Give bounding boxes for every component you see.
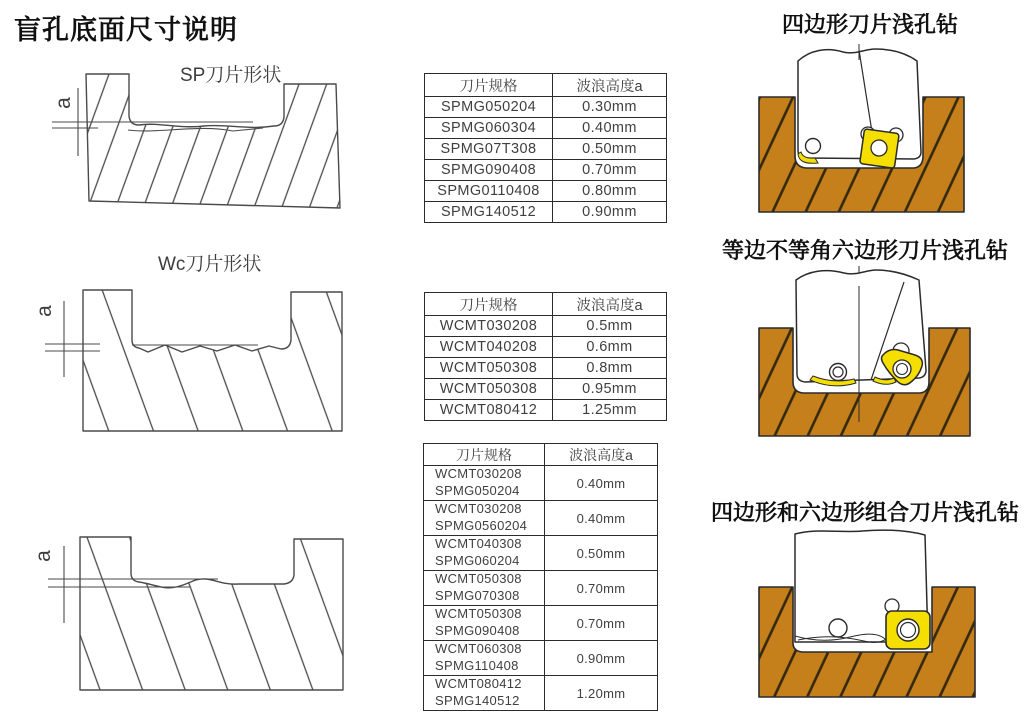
insert-spec-cell: WCMT080412 SPMG140512 xyxy=(424,676,545,711)
insert-center-hole-inner xyxy=(897,364,908,375)
column-header: 刀片规格 xyxy=(424,444,545,466)
wave-height-cell: 0.40mm xyxy=(545,466,658,501)
insert-spec-cell: WCMT040308 SPMG060204 xyxy=(424,536,545,571)
column-header: 波浪高度a xyxy=(553,293,667,316)
wave-height-cell: 0.70mm xyxy=(545,571,658,606)
insert-spec-cell: SPMG060304 xyxy=(425,118,553,139)
trigon-insert-drill-illustration xyxy=(738,266,1023,458)
wave-height-cell: 0.8mm xyxy=(553,358,667,379)
workpiece-section xyxy=(83,290,342,431)
wave-height-cell: 1.25mm xyxy=(553,400,667,421)
insert-spec-cell: SPMG0110408 xyxy=(425,181,553,202)
table-row xyxy=(425,337,667,358)
sp-wave-height-table xyxy=(424,73,667,223)
dimension-a-label: a xyxy=(32,550,55,562)
insert-spec-cell: SPMG07T308 xyxy=(425,139,553,160)
table-row xyxy=(425,358,667,379)
table-row xyxy=(424,641,658,676)
insert-spec-cell: WCMT060308 SPMG110408 xyxy=(424,641,545,676)
wave-height-cell: 0.30mm xyxy=(553,97,667,118)
combined-profile-drawing xyxy=(18,523,393,713)
illustration-title-trigon: 等边不等角六边形刀片浅孔钻 xyxy=(721,238,1008,263)
square-insert-drill-illustration xyxy=(735,44,1005,234)
insert-spec-cell: WCMT030208 SPMG0560204 xyxy=(424,501,545,536)
column-header: 波浪高度a xyxy=(553,74,667,97)
illustration-title-combo: 四边形和六边形组合刀片浅孔钻 xyxy=(710,500,1019,525)
body-screw-hole xyxy=(806,139,821,154)
sp-wave-height-table-wrap xyxy=(424,73,667,223)
insert-center-hole-inner xyxy=(901,623,916,638)
page-title: 盲孔底面尺寸说明 xyxy=(14,15,238,45)
table-header-row xyxy=(424,444,658,466)
table-row xyxy=(425,379,667,400)
table-row xyxy=(424,466,658,501)
diagram-label-sp: SP刀片形状 xyxy=(180,65,282,86)
insert-spec-cell: WCMT050308 xyxy=(425,379,553,400)
diagram-label-wc: Wc刀片形状 xyxy=(158,254,262,275)
table-row xyxy=(425,160,667,181)
table-row xyxy=(425,181,667,202)
insert-spec-cell: WCMT050308 SPMG090408 xyxy=(424,606,545,641)
wave-height-cell: 0.90mm xyxy=(553,202,667,223)
body-screw-hole-inner xyxy=(833,367,843,377)
dimension-a-label: a xyxy=(33,305,56,317)
insert-spec-cell: WCMT030208 xyxy=(425,316,553,337)
insert-spec-cell: WCMT050308 SPMG070308 xyxy=(424,571,545,606)
table-row xyxy=(425,202,667,223)
wave-height-cell: 0.95mm xyxy=(553,379,667,400)
diagram-combined-profile xyxy=(18,523,393,713)
diagram-wc-insert-profile xyxy=(18,243,393,438)
column-header: 刀片规格 xyxy=(425,74,553,97)
wc-wave-height-table-wrap xyxy=(424,292,667,421)
table-row xyxy=(425,139,667,160)
workpiece-section xyxy=(86,74,340,208)
table-row xyxy=(425,118,667,139)
wave-height-cell: 0.40mm xyxy=(545,501,658,536)
insert-spec-cell: WCMT030208 SPMG050204 xyxy=(424,466,545,501)
combo-insert-drill-illustration xyxy=(738,526,1023,712)
insert-spec-cell: WCMT080412 xyxy=(425,400,553,421)
table-row xyxy=(425,316,667,337)
diagram-sp-insert-profile xyxy=(18,58,393,240)
insert-spec-cell: WCMT040208 xyxy=(425,337,553,358)
wave-height-cell: 0.90mm xyxy=(545,641,658,676)
wave-height-cell: 0.80mm xyxy=(553,181,667,202)
table-row xyxy=(425,400,667,421)
wave-height-cell: 0.40mm xyxy=(553,118,667,139)
table-row xyxy=(424,676,658,711)
table-row xyxy=(424,501,658,536)
illustration-title-square: 四边形刀片浅孔钻 xyxy=(781,12,958,37)
wc-wave-height-table xyxy=(424,292,667,421)
table-row xyxy=(424,536,658,571)
wave-height-cell: 0.50mm xyxy=(545,536,658,571)
table-header-row xyxy=(425,74,667,97)
insert-spec-cell: WCMT050308 xyxy=(425,358,553,379)
wave-height-cell: 0.6mm xyxy=(553,337,667,358)
wave-height-cell: 0.70mm xyxy=(545,606,658,641)
table-row xyxy=(424,571,658,606)
table-row xyxy=(424,606,658,641)
body-screw-hole xyxy=(829,619,847,637)
square-insert xyxy=(860,129,900,169)
insert-spec-cell: SPMG050204 xyxy=(425,97,553,118)
combo-wave-height-table xyxy=(423,443,658,711)
column-header: 刀片规格 xyxy=(425,293,553,316)
insert-spec-cell: SPMG090408 xyxy=(425,160,553,181)
insert-spec-cell: SPMG140512 xyxy=(425,202,553,223)
workpiece-section xyxy=(80,537,343,690)
wave-height-cell: 1.20mm xyxy=(545,676,658,711)
combo-wave-height-table-wrap xyxy=(423,443,658,711)
dimension-a-label: a xyxy=(52,97,75,109)
table-row xyxy=(425,97,667,118)
wave-height-cell: 0.70mm xyxy=(553,160,667,181)
wave-height-cell: 0.5mm xyxy=(553,316,667,337)
wave-height-cell: 0.50mm xyxy=(553,139,667,160)
column-header: 波浪高度a xyxy=(545,444,658,466)
table-header-row xyxy=(425,293,667,316)
